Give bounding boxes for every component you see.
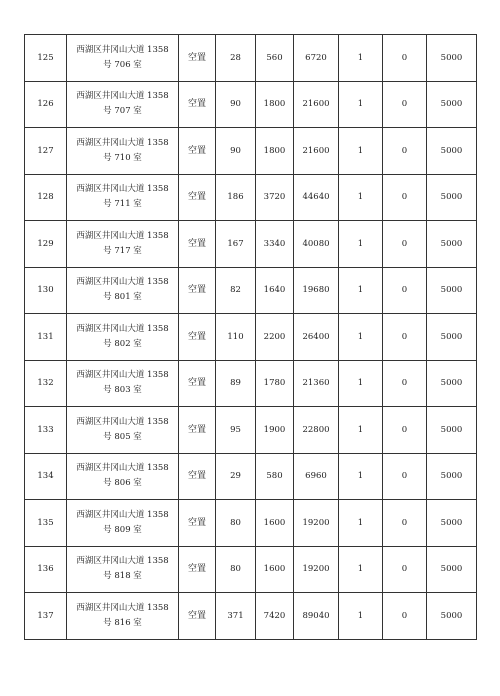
address-line-2: 号 818 室: [103, 571, 142, 582]
table-row: [25, 360, 477, 407]
usage-cell: 空置: [179, 267, 216, 314]
usage-cell: 空置: [179, 221, 216, 268]
value-cell-6: 5000: [427, 453, 477, 500]
address-cell: [67, 81, 179, 128]
value-cell-3: 21360: [294, 360, 339, 407]
address-line-1: 西湖区井冈山大道 1358: [76, 370, 169, 381]
address-line-1: 西湖区井冈山大道 1358: [76, 44, 169, 55]
row-number: 133: [25, 407, 67, 454]
table-row: [25, 546, 477, 593]
address-cell: [67, 500, 179, 547]
table-row: [25, 407, 477, 454]
value-cell-3: 19680: [294, 267, 339, 314]
value-cell-4: 1: [339, 407, 383, 454]
address-line-1: 西湖区井冈山大道 1358: [76, 277, 169, 288]
address-line-1: 西湖区井冈山大道 1358: [76, 137, 169, 148]
address-cell: [67, 453, 179, 500]
row-number: 134: [25, 453, 67, 500]
value-cell-6: 5000: [427, 221, 477, 268]
value-cell-2: 1600: [256, 546, 294, 593]
value-cell-5: 0: [383, 593, 427, 640]
value-cell-1: 371: [216, 593, 256, 640]
address-cell: [67, 221, 179, 268]
address-line-2: 号 711 室: [103, 199, 142, 210]
address-line-2: 号 706 室: [103, 59, 142, 70]
value-cell-1: 90: [216, 81, 256, 128]
value-cell-4: 1: [339, 453, 383, 500]
value-cell-6: 5000: [427, 174, 477, 221]
usage-cell: 空置: [179, 500, 216, 547]
value-cell-3: 6720: [294, 35, 339, 82]
table-body: [25, 35, 477, 640]
value-cell-3: 44640: [294, 174, 339, 221]
table-row: [25, 81, 477, 128]
value-cell-4: 1: [339, 128, 383, 175]
value-cell-2: 1800: [256, 128, 294, 175]
property-table: [24, 34, 477, 640]
address-cell: [67, 407, 179, 454]
address-line-1: 西湖区井冈山大道 1358: [76, 463, 169, 474]
usage-cell: 空置: [179, 593, 216, 640]
address-cell: [67, 314, 179, 361]
value-cell-3: 22800: [294, 407, 339, 454]
address-line-2: 号 803 室: [103, 385, 142, 396]
address-line-2: 号 707 室: [103, 106, 142, 117]
value-cell-3: 19200: [294, 546, 339, 593]
value-cell-6: 5000: [427, 128, 477, 175]
row-number: 135: [25, 500, 67, 547]
address-line-1: 西湖区井冈山大道 1358: [76, 184, 169, 195]
value-cell-6: 5000: [427, 267, 477, 314]
value-cell-1: 186: [216, 174, 256, 221]
value-cell-1: 89: [216, 360, 256, 407]
value-cell-3: 6960: [294, 453, 339, 500]
value-cell-4: 1: [339, 267, 383, 314]
value-cell-1: 80: [216, 546, 256, 593]
value-cell-5: 0: [383, 314, 427, 361]
value-cell-5: 0: [383, 221, 427, 268]
usage-cell: 空置: [179, 174, 216, 221]
value-cell-3: 40080: [294, 221, 339, 268]
address-line-1: 西湖区井冈山大道 1358: [76, 416, 169, 427]
value-cell-1: 28: [216, 35, 256, 82]
value-cell-3: 89040: [294, 593, 339, 640]
value-cell-4: 1: [339, 546, 383, 593]
value-cell-3: 21600: [294, 81, 339, 128]
usage-cell: 空置: [179, 407, 216, 454]
value-cell-6: 5000: [427, 593, 477, 640]
address-line-1: 西湖区井冈山大道 1358: [76, 556, 169, 567]
row-number: 129: [25, 221, 67, 268]
value-cell-1: 110: [216, 314, 256, 361]
table-row: [25, 267, 477, 314]
value-cell-4: 1: [339, 500, 383, 547]
value-cell-5: 0: [383, 81, 427, 128]
value-cell-2: 1640: [256, 267, 294, 314]
address-line-2: 号 801 室: [103, 292, 142, 303]
value-cell-2: 1900: [256, 407, 294, 454]
table-row: [25, 453, 477, 500]
value-cell-6: 5000: [427, 407, 477, 454]
address-line-1: 西湖区井冈山大道 1358: [76, 230, 169, 241]
table-row: [25, 593, 477, 640]
address-line-2: 号 710 室: [103, 152, 142, 163]
value-cell-6: 5000: [427, 360, 477, 407]
row-number: 136: [25, 546, 67, 593]
value-cell-4: 1: [339, 81, 383, 128]
address-line-2: 号 805 室: [103, 431, 142, 442]
value-cell-2: 1780: [256, 360, 294, 407]
table-row: [25, 221, 477, 268]
value-cell-2: 3340: [256, 221, 294, 268]
address-cell: [67, 267, 179, 314]
address-line-2: 号 806 室: [103, 478, 142, 489]
value-cell-4: 1: [339, 174, 383, 221]
address-line-1: 西湖区井冈山大道 1358: [76, 509, 169, 520]
value-cell-4: 1: [339, 360, 383, 407]
row-number: 127: [25, 128, 67, 175]
table-row: [25, 174, 477, 221]
value-cell-3: 19200: [294, 500, 339, 547]
value-cell-4: 1: [339, 35, 383, 82]
value-cell-1: 95: [216, 407, 256, 454]
value-cell-1: 167: [216, 221, 256, 268]
address-cell: [67, 546, 179, 593]
value-cell-5: 0: [383, 500, 427, 547]
value-cell-3: 21600: [294, 128, 339, 175]
usage-cell: 空置: [179, 35, 216, 82]
value-cell-6: 5000: [427, 500, 477, 547]
value-cell-2: 1800: [256, 81, 294, 128]
value-cell-5: 0: [383, 174, 427, 221]
value-cell-2: 1600: [256, 500, 294, 547]
row-number: 131: [25, 314, 67, 361]
table-row: [25, 128, 477, 175]
value-cell-6: 5000: [427, 314, 477, 361]
value-cell-6: 5000: [427, 35, 477, 82]
usage-cell: 空置: [179, 81, 216, 128]
table-row: [25, 500, 477, 547]
table-row: [25, 35, 477, 82]
address-cell: [67, 128, 179, 175]
row-number: 130: [25, 267, 67, 314]
value-cell-5: 0: [383, 267, 427, 314]
value-cell-4: 1: [339, 314, 383, 361]
value-cell-2: 560: [256, 35, 294, 82]
address-cell: [67, 360, 179, 407]
value-cell-5: 0: [383, 35, 427, 82]
value-cell-5: 0: [383, 407, 427, 454]
address-line-2: 号 816 室: [103, 617, 142, 628]
value-cell-5: 0: [383, 453, 427, 500]
address-line-1: 西湖区井冈山大道 1358: [76, 323, 169, 334]
value-cell-5: 0: [383, 360, 427, 407]
row-number: 128: [25, 174, 67, 221]
row-number: 132: [25, 360, 67, 407]
value-cell-6: 5000: [427, 546, 477, 593]
usage-cell: 空置: [179, 314, 216, 361]
value-cell-2: 2200: [256, 314, 294, 361]
address-line-2: 号 802 室: [103, 338, 142, 349]
usage-cell: 空置: [179, 360, 216, 407]
address-line-2: 号 809 室: [103, 524, 142, 535]
address-line-2: 号 717 室: [103, 245, 142, 256]
address-line-1: 西湖区井冈山大道 1358: [76, 91, 169, 102]
address-cell: [67, 35, 179, 82]
value-cell-5: 0: [383, 546, 427, 593]
value-cell-4: 1: [339, 221, 383, 268]
address-line-1: 西湖区井冈山大道 1358: [76, 602, 169, 613]
value-cell-6: 5000: [427, 81, 477, 128]
value-cell-1: 80: [216, 500, 256, 547]
row-number: 126: [25, 81, 67, 128]
address-cell: [67, 593, 179, 640]
row-number: 125: [25, 35, 67, 82]
address-cell: [67, 174, 179, 221]
value-cell-1: 82: [216, 267, 256, 314]
value-cell-2: 7420: [256, 593, 294, 640]
row-number: 137: [25, 593, 67, 640]
value-cell-2: 3720: [256, 174, 294, 221]
value-cell-4: 1: [339, 593, 383, 640]
usage-cell: 空置: [179, 453, 216, 500]
document-page: [24, 34, 476, 652]
value-cell-2: 580: [256, 453, 294, 500]
value-cell-3: 26400: [294, 314, 339, 361]
usage-cell: 空置: [179, 128, 216, 175]
usage-cell: 空置: [179, 546, 216, 593]
value-cell-1: 29: [216, 453, 256, 500]
table-row: [25, 314, 477, 361]
value-cell-1: 90: [216, 128, 256, 175]
value-cell-5: 0: [383, 128, 427, 175]
